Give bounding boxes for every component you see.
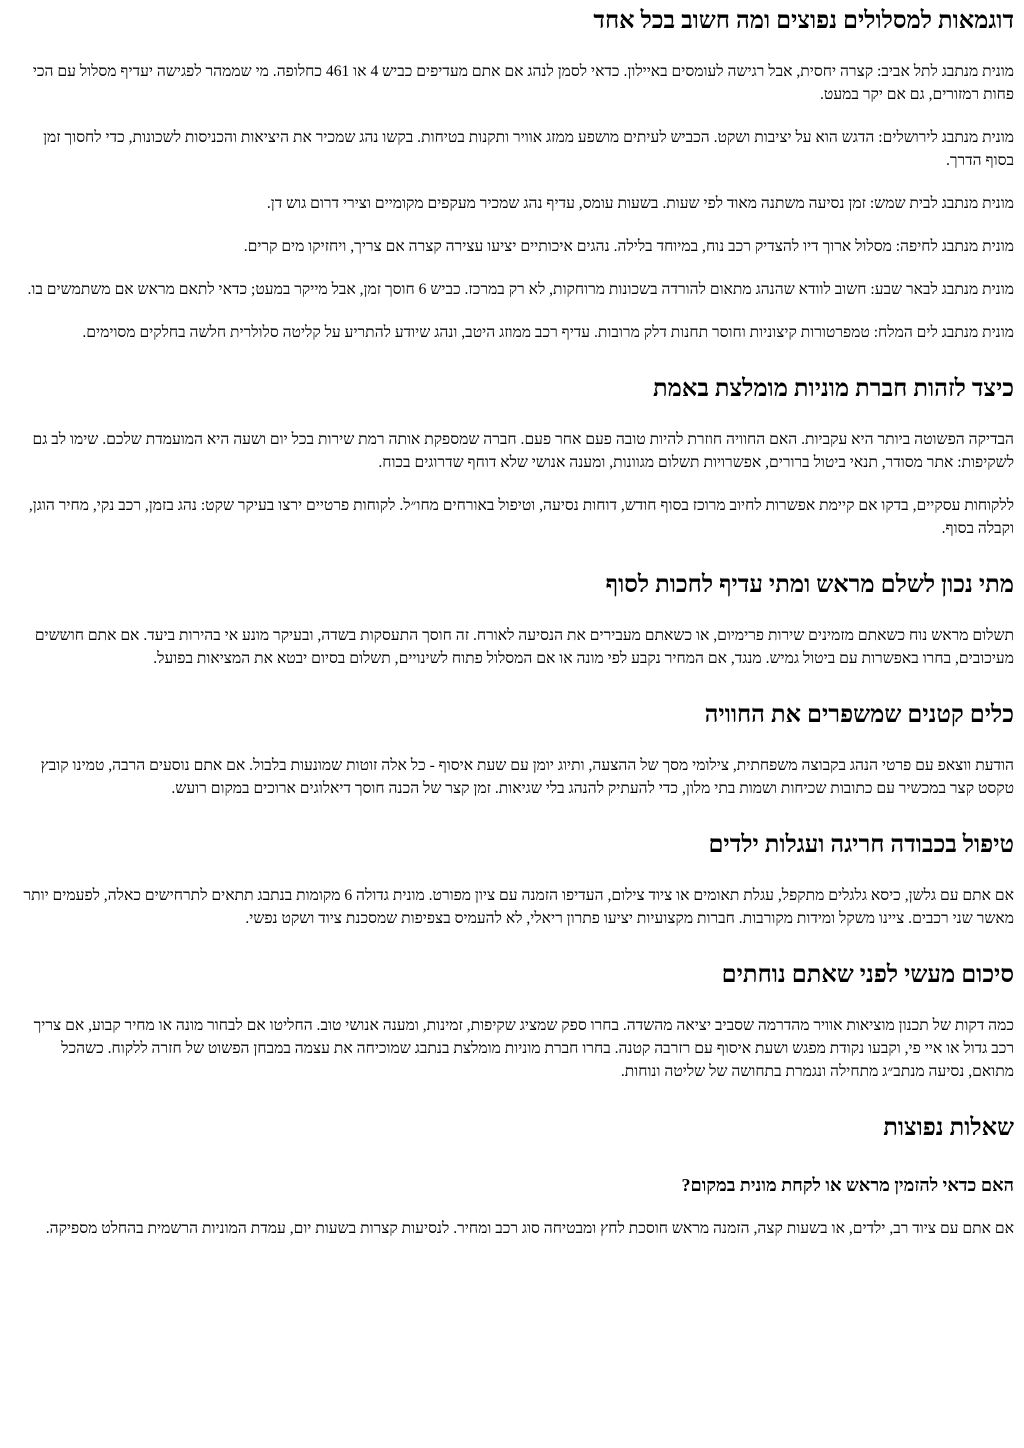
paragraph: מונית מנתבג לבאר שבע: חשוב לוודא שהנהג מתאום להורדה בשכונות מרוחקות, לא רק במרכז. כביש 6 חוסך זמן, אבל מייקר במעט; כדאי לתאם מראש אם משתמשים בו. xyxy=(27,281,1014,298)
paragraph: מונית מנתבג לחיפה: מסלול ארוך דיו להצדיק רכב נוח, במיוחד בלילה. נהגים איכותיים יציעו עצירה קצרה אם צריך, ויחזיקו מים קרים. xyxy=(243,238,1014,255)
paragraph: הודעת ווצאפ עם פרטי הנהג בקבוצה משפחתית, צילומי מסך של ההצעה, ותיוג יומן עם שעת איסוף - כל אלה זוטות שמונעות בלבול. אם אתם נוסעים הרבה, טמינו קובץ טקסט קצר במכשיר עם כתובות שכיחות ושמות בתי מלון, כדי להעתיק להנהג בלי שגיאות. זמן קצר של הכנה חוסך דיאלוגים ארוכים במקום רועש. xyxy=(40,757,1014,797)
paragraph: כמה דקות של תכנון מוציאות אוויר מהדרמה שסביב יציאה מהשדה. בחרו ספק שמציג שקיפות, זמינות, ומענה אנושי טוב. החליטו אם לבחור מונה או מחיר קבוע, אם צריך רכב גדול או איי פי, וקבעו נקודת מפגש ושעת איסוף עם רזרבה קטנה. בחרו חברת מוניות מומלצת בנתבג שמוכיחה את עצמה במבחן הפשוט של חזרה ללקוח. כשהכל מתואם, נסיעה מנתב״ג מתחילה ונגמרת בתחושה של שליטה ונוחות. xyxy=(33,1017,1014,1080)
paragraph: מונית מנתבג לבית שמש: זמן נסיעה משתנה מאוד לפי שעות. בשעות עומס, עדיף נהג שמכיר מעקפים מקומיים וצירי דרום גוש דן. xyxy=(266,195,1014,212)
paragraph: ללקוחות עסקיים, בדקו אם קיימת אפשרות לחיוב מרוכז בסוף חודש, דוחות נסיעה, וטיפול באורחים מחו״ל. לקוחות פרטיים ירצו בעיקר שקט: נהג בזמן, רכב נקי, מחיר הוגן, וקבלה בסוף. xyxy=(28,497,1014,537)
section-heading: דוגמאות למסלולים נפוצים ומה חשוב בכל אחד xyxy=(593,8,1014,34)
section-heading: כלים קטנים שמשפרים את החוויה xyxy=(704,702,1014,728)
faq-answer: אם אתם עם ציוד רב, ילדים, או בשעות קצה, הזמנה מראש חוסכת לחץ ומבטיחה סוג רכב ומחיר. לנסיעות קצרות בשעות יום, עמדת המוניות הרשמית בהחלט מספיקה. xyxy=(45,1220,1014,1237)
section-heading: סיכום מעשי לפני שאתם נוחתים xyxy=(721,962,1014,988)
section-heading: כיצד לזהות חברת מוניות מומלצת באמת xyxy=(653,376,1014,402)
faq-heading: שאלות נפוצות xyxy=(883,1115,1014,1141)
paragraph: הבדיקה הפשוטה ביותר היא עקביות. האם החוויה חוזרת להיות טובה פעם אחר פעם. חברה שמספקת אותה רמת שירות בכל יום ושעה היא המועמדת שלכם. שימו לב גם לשקיפות: אתר מסודר, תנאי ביטול ברורים, אפשרויות תשלום מגוונות, ומענה אנושי שלא דוחף שדרוגים בכוח. xyxy=(32,431,1014,471)
section-heading: טיפול בכבודה חריגה ועגלות ילדים xyxy=(708,832,1014,858)
section-heading: מתי נכון לשלם מראש ומתי עדיף לחכות לסוף xyxy=(605,572,1014,598)
paragraph: מונית מנתבג לתל אביב: קצרה יחסית, אבל רגישה לעומסים באיילון. כדאי לסמן לנהג אם אתם מעדיפים כביש 4 או 461 כחלופה. מי שממהר לפגישה יעדיף מסלול עם הכי פחות רמזורים, גם אם יקר במעט. xyxy=(32,63,1014,103)
paragraph: מונית מנתבג לים המלח: טמפרטורות קיצוניות וחוסר תחנות דלק מרובות. עדיף רכב ממוזג היטב, ונהג שיודע להתריע על קליטה סלולרית חלשה בחלקים מסוימים. xyxy=(82,324,1014,341)
paragraph: אם אתם עם גלשן, כיסא גלגלים מתקפל, עגלת תאומים או ציוד צילום, העדיפו הזמנה עם ציון מפורט. מונית גדולה 6 מקומות בנתבג תתאים לתרחישים כאלה, לפעמים יותר מאשר שני רכבים. ציינו משקל ומידות מקורבות. חברות מקצועיות יציעו פתרון ריאלי, לא להעמיס בצפיפות שמסכנת ציוד ושקט נפשי. xyxy=(23,887,1014,927)
paragraph: מונית מנתבג לירושלים: הדגש הוא על יציבות ושקט. הכביש לעיתים מושפע ממזג אוויר ותקנות בטיחות. בקשו נהג שמכיר את היציאות והכניסות לשכונות, כדי לחסוך זמן בסוף הדרך. xyxy=(43,129,1014,169)
paragraph: תשלום מראש נוח כשאתם מזמינים שירות פרימיום, או כשאתם מעבירים את הנסיעה לאורח. זה חוסך התעסקות בשדה, ובעיקר מונע אי בהירות ביעד. אם אתם חוששים מעיכובים, בחרו באפשרות עם ביטול גמיש. מנגד, אם המחיר נקבע לפי מונה או אם המסלול פתוח לשינויים, תשלום בסיום יבטא את המציאות בפועל. xyxy=(34,627,1014,667)
faq-question: האם כדאי להזמין מראש או לקחת מונית במקום? xyxy=(681,1175,1014,1195)
